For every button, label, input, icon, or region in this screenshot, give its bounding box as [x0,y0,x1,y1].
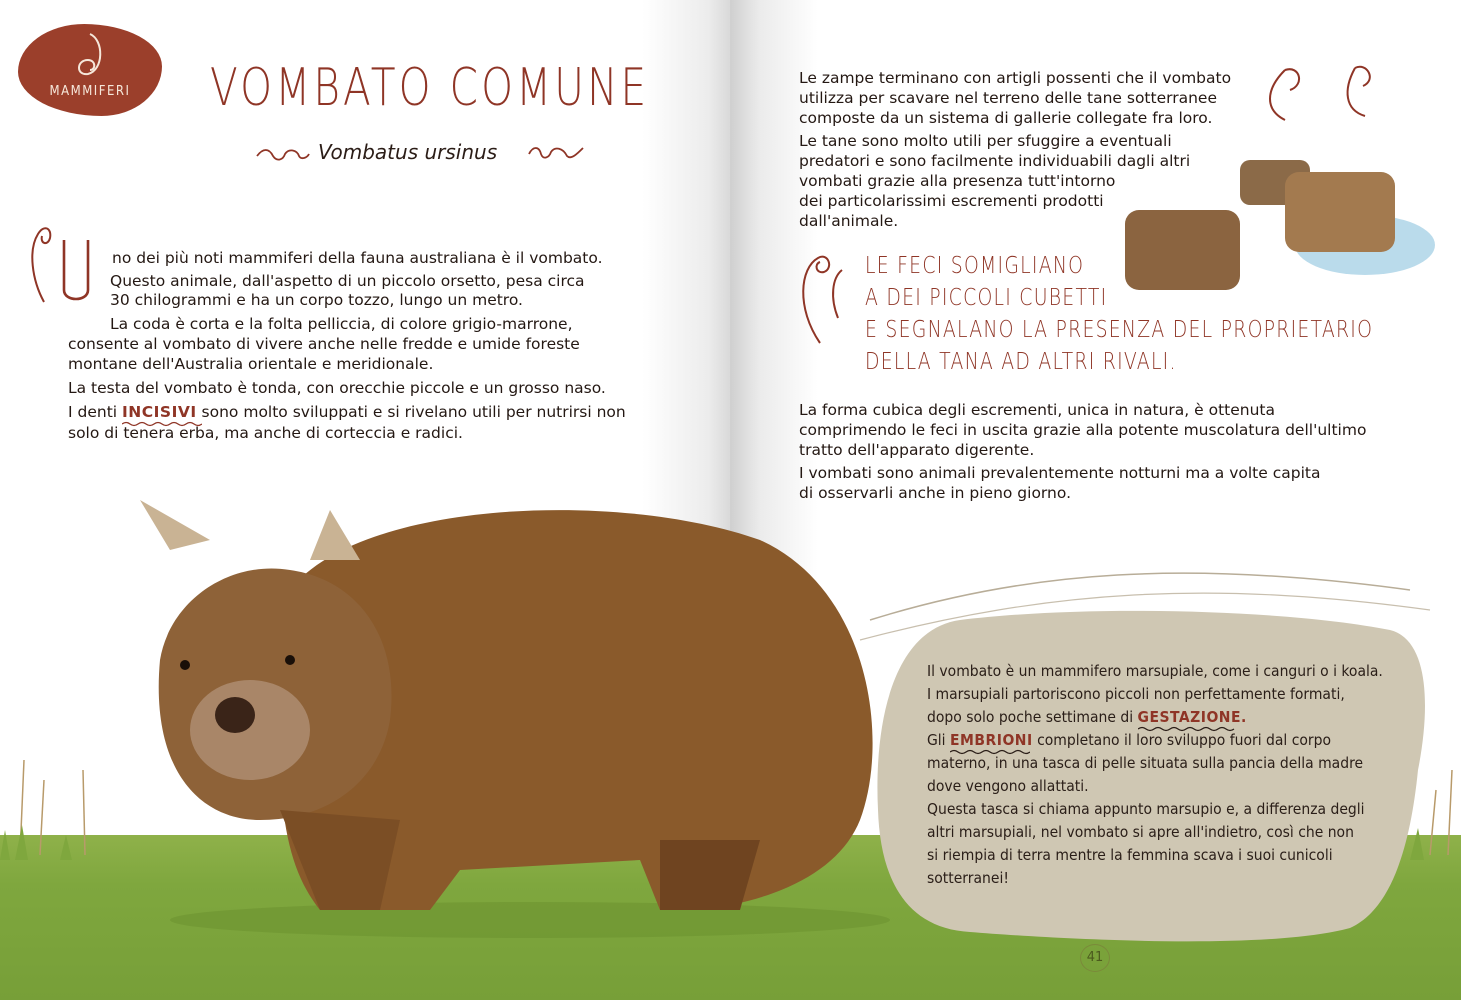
keyword-embrioni-label: EMBRIONI [950,731,1033,749]
keyword-gestazione-label: GESTAZIONE. [1137,708,1247,726]
squiggle-left-icon [255,146,311,162]
paragraph-line: montane dell'Australia orientale e meridionale. [68,355,434,373]
box-line-prefix: dopo solo poche settimane di [927,708,1134,726]
wavy-underline-icon [1138,726,1238,732]
keyword-embrioni[interactable] [950,731,1033,749]
paragraph-line: solo di tenera erba, ma anche di corteccia e radici. [68,424,463,442]
box-line: Questa tasca si chiama appunto marsupio e, a differenza degli [927,800,1365,818]
paragraph-line: La testa del vombato è tonda, con orecchie piccole e un grosso naso. [68,379,606,397]
teeth-prefix: I denti [68,403,118,421]
box-line-gestazione [927,706,1397,729]
box-line: sotterranei! [927,869,1009,887]
drop-cap-flourish-icon [26,210,106,310]
scientific-name: Vombatus ursinus [318,140,498,164]
paragraph-line: comprimendo le feci in uscita grazie alla potente muscolatura dell'ultimo [799,421,1367,439]
paragraph-line: La coda è corta e la folta pelliccia, di colore grigio-marrone, [110,315,573,333]
pull-quote [865,250,1373,378]
paragraph-line: 30 chilogrammi e ha un corpo tozzo, lungo un metro. [110,291,523,309]
info-box-text [927,660,1397,890]
keyword-incisivi-label: INCISIVI [122,403,197,421]
box-line-prefix: Gli [927,731,946,749]
paragraph-line: Le zampe terminano con artigli possenti che il vombato [799,69,1232,87]
paragraph-line: vombati grazie alla presenza tutt'intorno [799,172,1116,190]
paragraph-line: composte da un sistema di gallerie collegate fra loro. [799,109,1213,127]
paragraph-line: dei particolarissimi escrementi prodotti [799,192,1104,210]
paragraph-line: I vombati sono animali prevalentemente notturni ma a volte capita [799,464,1321,482]
box-line: I marsupiali partoriscono piccoli non perfettamente formati, [927,685,1345,703]
paragraph-line: La forma cubica degli escrementi, unica in natura, è ottenuta [799,401,1275,419]
box-line: dove vengono allattati. [927,777,1089,795]
paragraph-line: utilizza per scavare nel terreno delle tane sotterranee [799,89,1217,107]
paragraph-line: tratto dell'apparato digerente. [799,441,1035,459]
quote-line: LE FECI SOMIGLIANO [865,253,1085,279]
keyword-incisivi[interactable] [122,403,197,421]
page-number: 41 [1080,944,1110,972]
paragraph-line: Le tane sono molto utili per sfuggire a eventuali [799,132,1172,150]
paragraph-line: consente al vombato di vivere anche nelle fredde e umide foreste [68,335,580,353]
paragraph-line: predatori e sono facilmente individuabili dagli altri [799,152,1191,170]
paragraph-line: di osservarli anche in pieno giorno. [799,484,1071,502]
box-line: Il vombato è un mammifero marsupiale, come i canguri o i koala. [927,662,1383,680]
paragraph-line: dall'animale. [799,212,899,230]
wavy-underline-icon [950,749,1030,755]
keyword-gestazione[interactable] [1138,708,1247,726]
scientific-name-row [255,140,585,170]
section-label: MAMMIFERI [49,84,131,99]
box-line-suffix: completano il loro sviluppo fuori dal corpo [1037,731,1332,749]
squiggle-right-icon [527,144,585,162]
box-line-embrioni [927,729,1397,752]
drop-cap [26,210,106,314]
quote-line: A DEI PICCOLI CUBETTI [865,285,1108,311]
paragraph-line: Questo animale, dall'aspetto di un piccolo orsetto, pesa circa [110,272,585,290]
box-line: altri marsupiali, nel vombato si apre all'indietro, così che non [927,823,1354,841]
box-line: materno, in una tasca di pelle situata sulla pancia della madre [927,754,1364,772]
teeth-suffix: sono molto sviluppati e si rivelano utili per nutrirsi non [201,403,626,421]
quote-line: E SEGNALANO LA PRESENZA DEL PROPRIETARIO [865,317,1374,343]
wombat-illustration [100,480,900,940]
spiral-ornament-icon [70,30,110,82]
page-title: VOMBATO COMUNE [210,58,650,118]
quote-flourish-icon [790,238,860,348]
quote-line: DELLA TANA AD ALTRI RIVALI. [865,349,1177,375]
paragraph-line: no dei più noti mammiferi della fauna australiana è il vombato. [112,249,603,267]
box-line: si riempia di terra mentre la femmina scava i suoi cunicoli [927,846,1333,864]
paragraph-line-teeth [68,402,626,422]
